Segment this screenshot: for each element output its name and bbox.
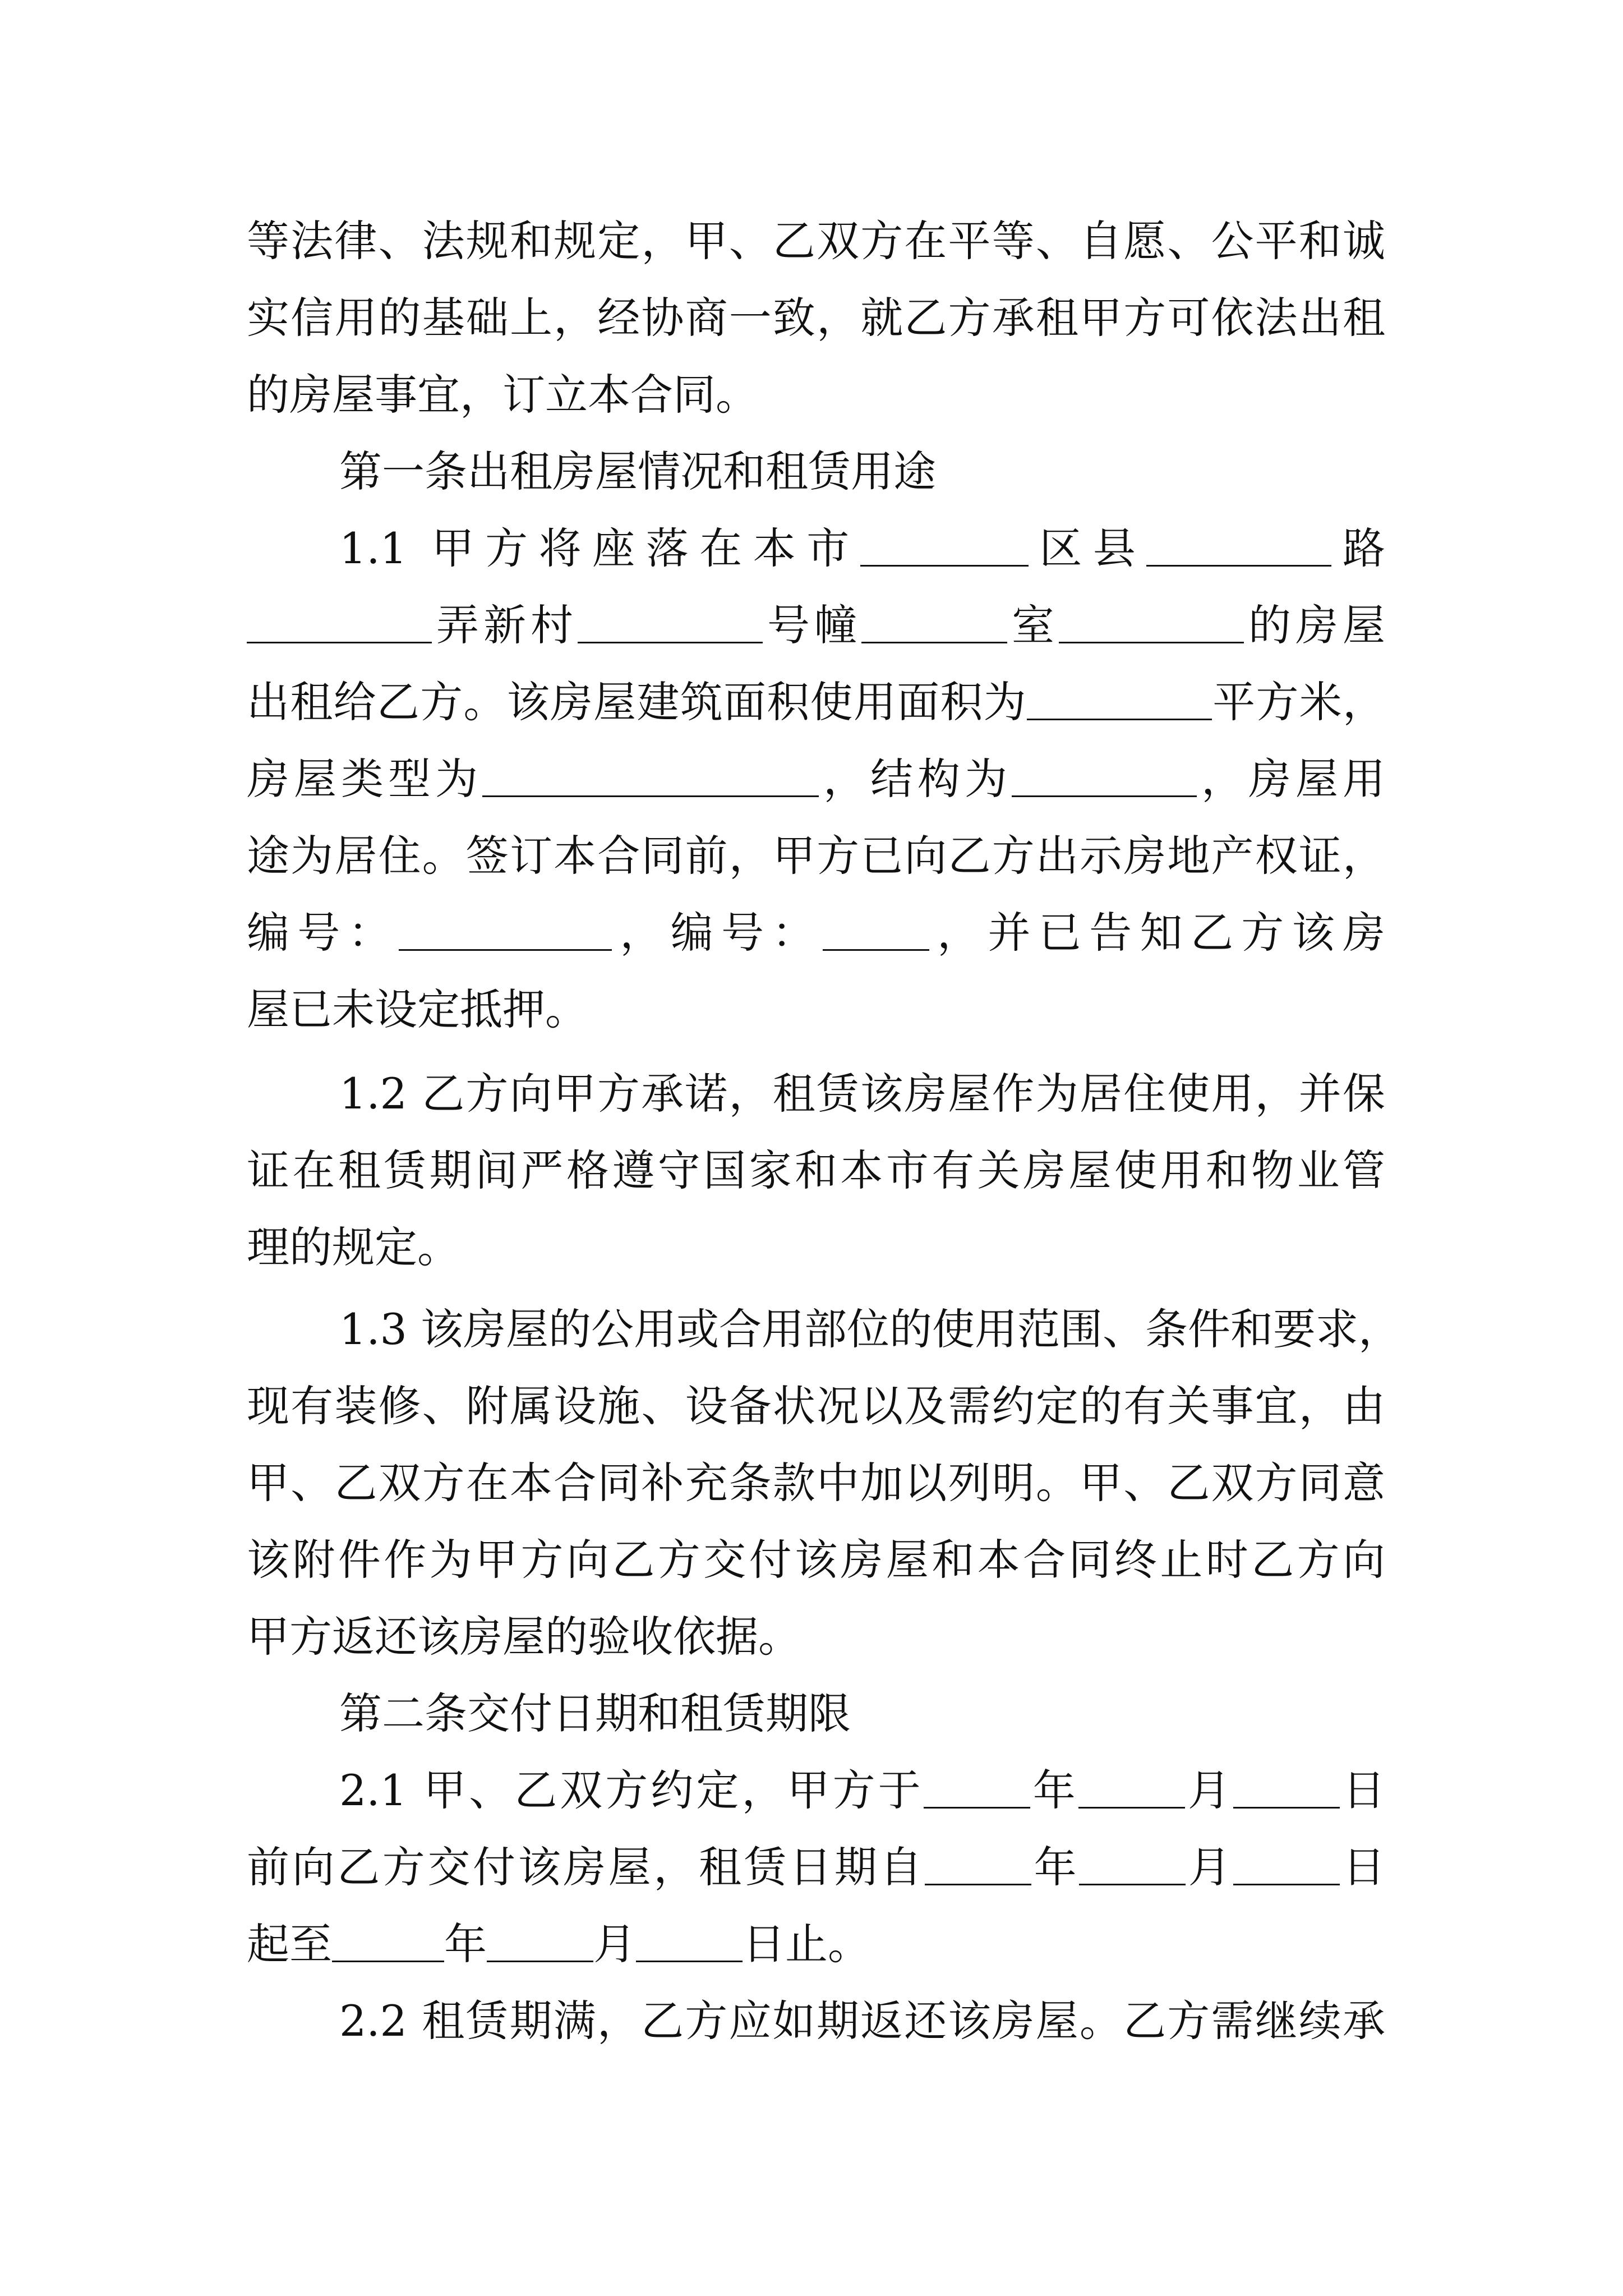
year-label: 年 [1030, 1765, 1078, 1815]
clause-2-2-line-1: 2.2 租赁期满，乙方应如期返还该房屋。乙方需继续承 [339, 1996, 1385, 2046]
clause-2-1-line-3 [247, 1916, 1385, 1972]
clause-1-1-line-6 [247, 905, 1385, 961]
year-label: 年 [1031, 1842, 1080, 1892]
clause-1-3-line-2: 现有装修、附属设施、设备状况以及需约定的有关事宜，由 [247, 1381, 1385, 1431]
clause-1-1-text: 室 [1007, 600, 1059, 650]
blank-field [1233, 1844, 1340, 1885]
clause-1-1-text: 房屋类型为 [247, 754, 482, 804]
clause-1-1-text: ，编号： [612, 908, 823, 958]
intro-line-3: 的房屋事宜，订立本合同。 [247, 370, 758, 420]
blank-field [1012, 756, 1197, 797]
clause-1-1-line-1 [339, 521, 1385, 577]
clause-2-1-line-2 [247, 1839, 1385, 1895]
clause-1-3-line-1: 1.3 该房屋的公用或合用部位的使用范围、条件和要求， [339, 1304, 1401, 1354]
blank-field [1027, 679, 1212, 720]
end-label: 日止。 [743, 1919, 870, 1969]
clause-1-2-line-2: 证在租赁期间严格遵守国家和本市有关房屋使用和物业管 [247, 1145, 1385, 1195]
clause-1-1-line-4 [247, 751, 1385, 807]
month-label: 月 [1184, 1765, 1233, 1815]
blank-field [636, 1921, 743, 1962]
month-label: 月 [1186, 1842, 1234, 1892]
clause-1-1-text: 平方米， [1211, 677, 1386, 727]
blank-field [332, 1921, 444, 1962]
article-2-title: 第二条交付日期和租赁期限 [339, 1688, 851, 1738]
clause-2-1-text: 前向乙方交付该房屋，租赁日期自 [247, 1842, 925, 1892]
clause-2-1-text: 起至 [247, 1919, 332, 1969]
blank-field [1146, 526, 1331, 567]
blank-field [925, 1844, 1031, 1885]
day-label: 日 [1339, 1765, 1386, 1815]
clause-2-1-text: 2.1 甲、乙双方约定，甲方于 [339, 1765, 924, 1815]
clause-1-1-text: 出租给乙方。该房屋建筑面积使用面积为 [247, 677, 1027, 727]
blank-field [1059, 602, 1244, 643]
clause-1-1-text: 编号： [247, 908, 399, 958]
clause-1-2-line-1: 1.2 乙方向甲方承诺，租赁该房屋作为居住使用，并保 [339, 1069, 1385, 1119]
clause-1-1-text: 的房屋 [1244, 600, 1385, 650]
blank-field [1079, 1844, 1186, 1885]
blank-field [399, 910, 612, 951]
clause-1-1-text: ，结构为 [819, 754, 1012, 804]
blank-field [578, 602, 763, 643]
clause-1-1-text: ，并已告知乙方该房 [929, 908, 1386, 958]
clause-1-1-text: 区县 [1028, 523, 1147, 573]
clause-1-1-text: ，房屋用 [1197, 754, 1385, 804]
intro-line-2: 实信用的基础上，经协商一致，就乙方承租甲方可依法出租 [247, 293, 1385, 343]
clause-1-1-text: 1.1 甲方将座落在本市 [339, 523, 860, 573]
blank-field [823, 910, 929, 951]
blank-field [482, 756, 819, 797]
blank-field [924, 1768, 1030, 1809]
clause-1-3-line-5: 甲方返还该房屋的验收依据。 [247, 1612, 801, 1662]
intro-line-1: 等法律、法规和规定，甲、乙双方在平等、自愿、公平和诚 [247, 216, 1385, 266]
clause-1-1-line-2 [247, 597, 1385, 654]
blank-field [487, 1921, 593, 1962]
article-1-title: 第一条出租房屋情况和租赁用途 [339, 447, 936, 496]
blank-field [1078, 1768, 1185, 1809]
day-label: 日 [1340, 1842, 1386, 1892]
clause-1-2-line-3: 理的规定。 [247, 1222, 460, 1272]
clause-1-1-text: 路 [1331, 523, 1386, 573]
clause-1-3-line-3: 甲、乙双方在本合同补充条款中加以列明。甲、乙双方同意 [247, 1458, 1385, 1508]
blank-field [861, 602, 1007, 643]
blank-field [1233, 1768, 1340, 1809]
clause-1-3-line-4: 该附件作为甲方向乙方交付该房屋和本合同终止时乙方向 [247, 1535, 1385, 1585]
clause-1-1-text: 弄新村 [432, 600, 578, 650]
blank-field [860, 526, 1029, 567]
clause-1-1-line-7: 屋已未设定抵押。 [247, 984, 588, 1034]
clause-1-1-text: 号幢 [763, 600, 861, 650]
clause-2-1-line-1 [339, 1763, 1385, 1819]
month-label: 月 [593, 1919, 636, 1969]
clause-1-1-line-3 [247, 674, 1385, 730]
clause-1-1-line-5: 途为居住。签订本合同前，甲方已向乙方出示房地产权证， [247, 831, 1385, 881]
blank-field [247, 602, 432, 643]
year-label: 年 [444, 1919, 487, 1969]
